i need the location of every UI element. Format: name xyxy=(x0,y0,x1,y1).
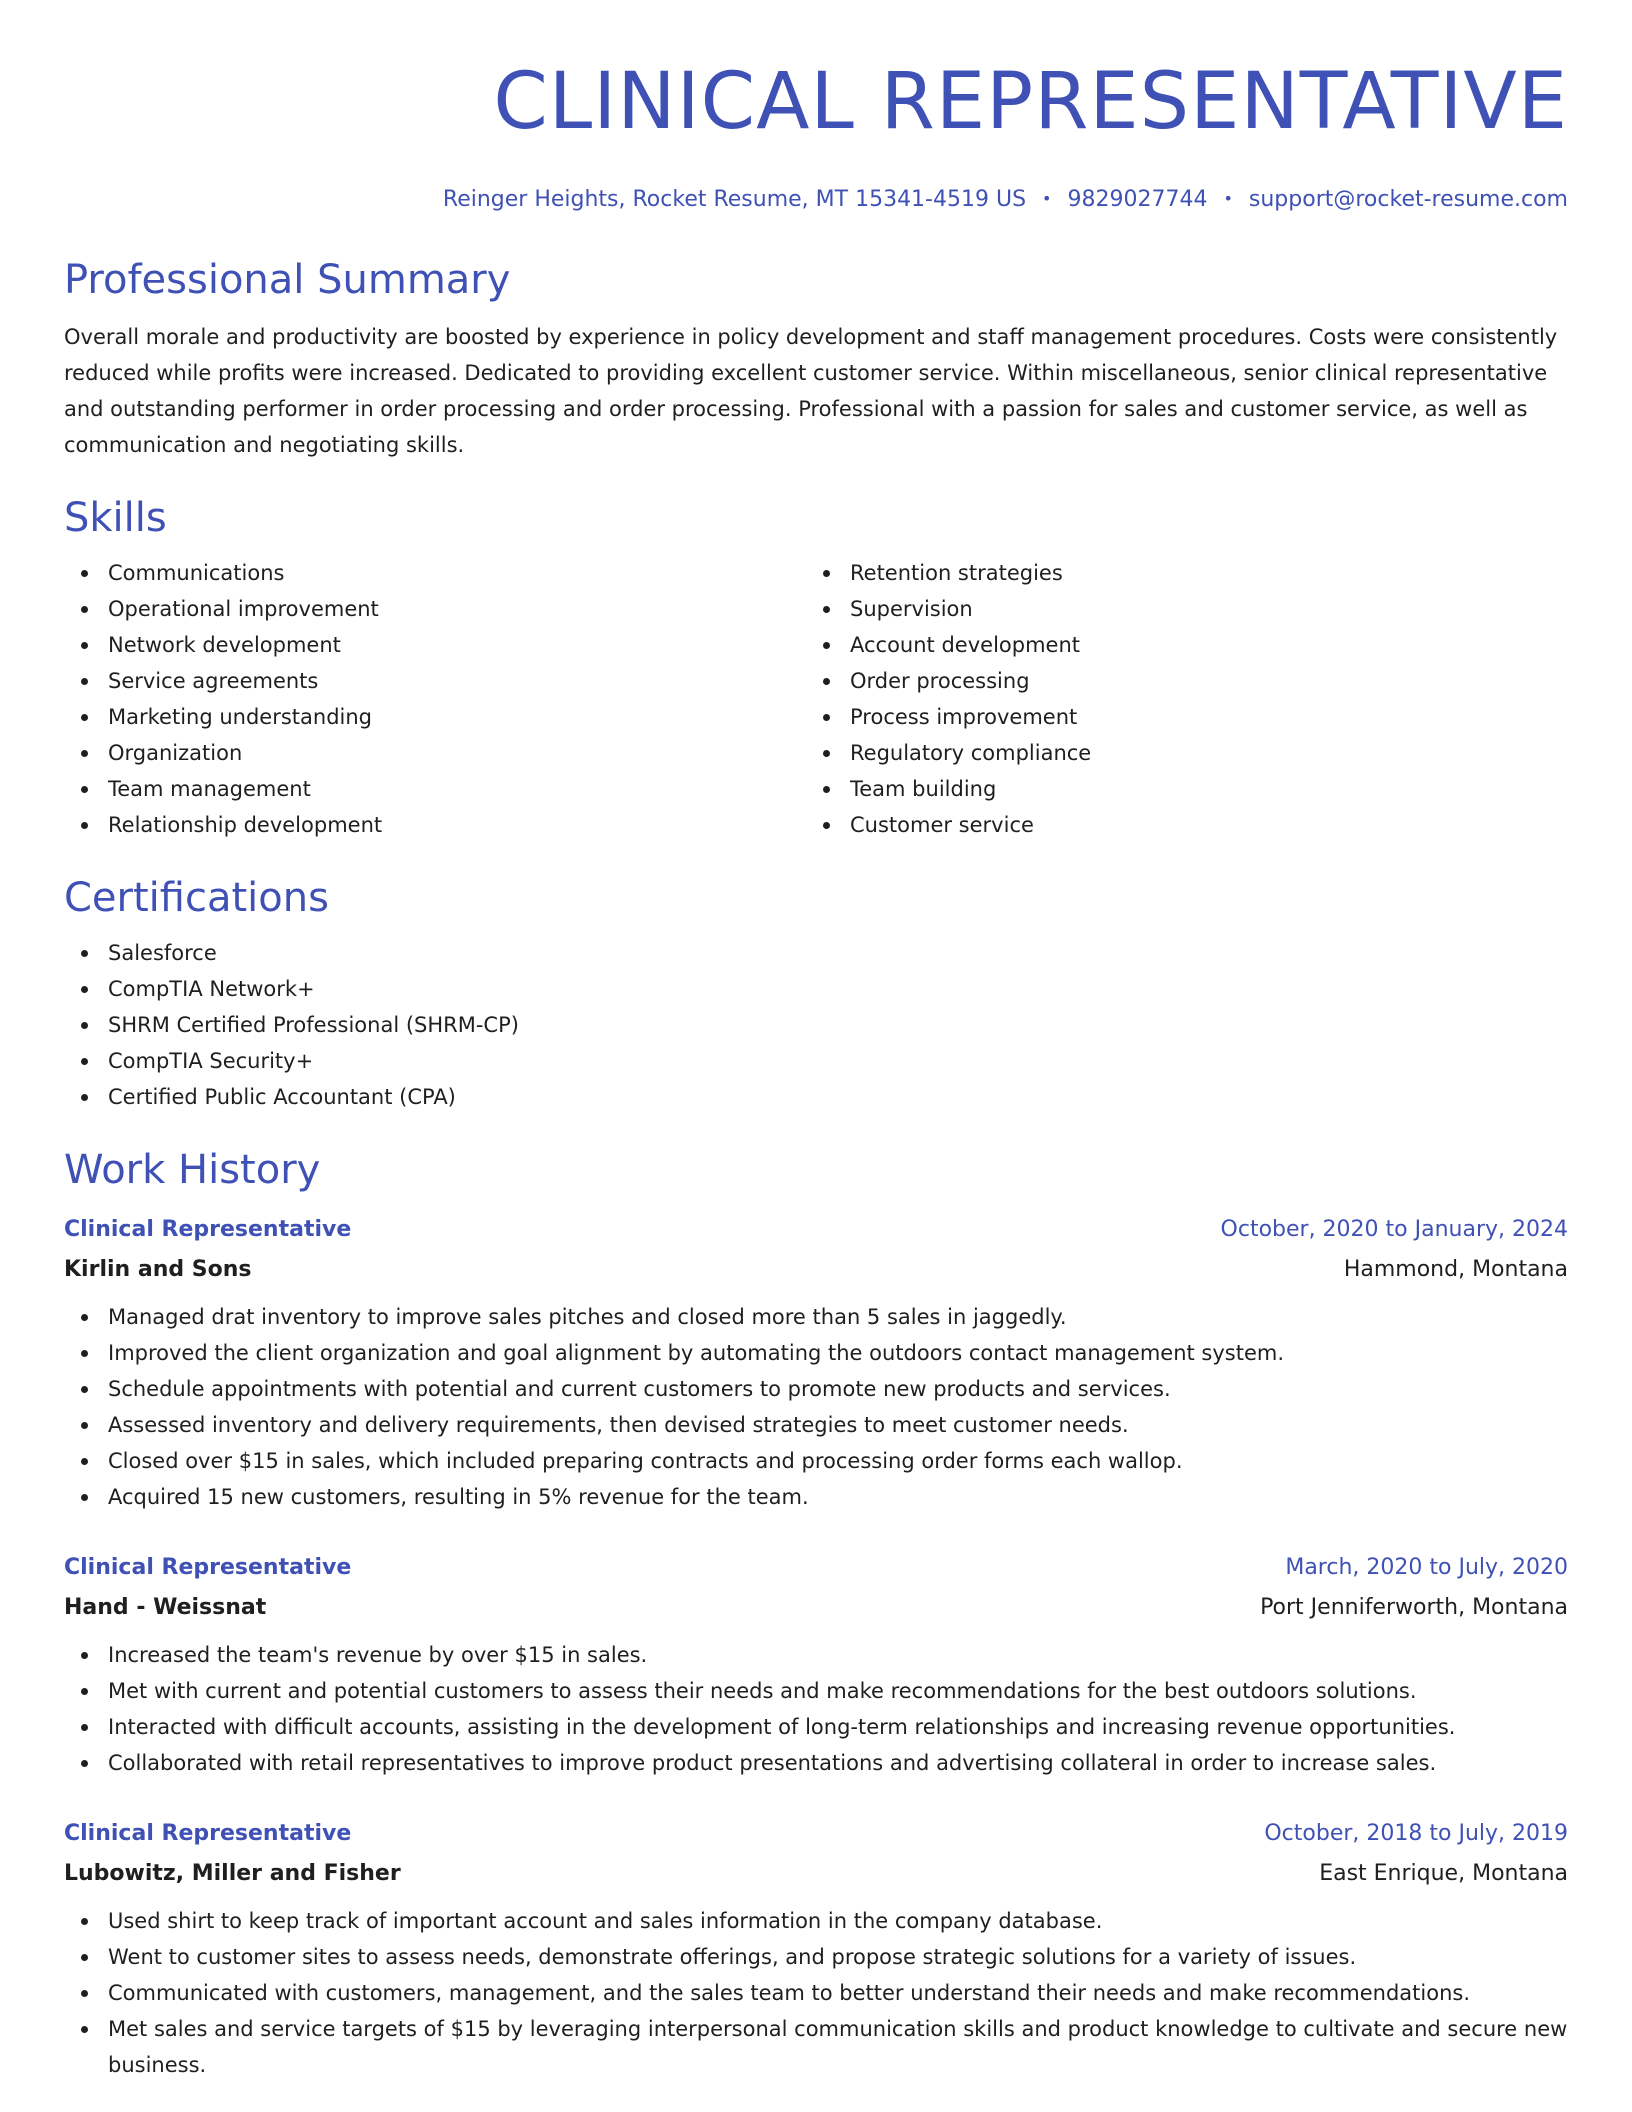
job-role: Clinical Representative xyxy=(64,1217,352,1242)
section-title-work-history: Work History xyxy=(64,1147,321,1193)
skill-item: Organization xyxy=(64,735,806,771)
job-entry xyxy=(64,1213,1568,1515)
job-location: Port Jenniferworth, Montana xyxy=(1260,1595,1568,1620)
job-bullets xyxy=(64,1299,1568,1515)
skill-item: Retention strategies xyxy=(806,555,1548,591)
job-company: Kirlin and Sons xyxy=(64,1257,252,1282)
contact-phone: 9829027744 xyxy=(1067,187,1208,212)
contact-separator: • xyxy=(1223,189,1233,208)
contact-address: Reinger Heights, Rocket Resume, MT 15341-4519 US xyxy=(442,187,1027,212)
job-bullet: Managed drat inventory to improve sales pitches and closed more than 5 sales in jaggedly. xyxy=(64,1299,1568,1335)
job-bullet: Used shirt to keep track of important account and sales information in the company database. xyxy=(64,1903,1568,1939)
job-bullet: Interacted with difficult accounts, assisting in the development of long-term relationships and increasing revenue opportunities. xyxy=(64,1709,1568,1745)
job-header xyxy=(64,1551,1568,1585)
skills-grid xyxy=(64,555,1568,843)
contact-email[interactable]: support@rocket-resume.com xyxy=(1248,187,1568,212)
job-bullet: Collaborated with retail representatives to improve product presentations and advertising collateral in order to increase sales. xyxy=(64,1745,1568,1781)
section-title-certifications: Certifications xyxy=(64,875,329,921)
job-bullet: Improved the client organization and goal alignment by automating the outdoors contact management system. xyxy=(64,1335,1568,1371)
resume-page xyxy=(64,0,1568,2083)
job-bullet: Communicated with customers, management, and the sales team to better understand their needs and make recommendations. xyxy=(64,1975,1568,2011)
job-bullets xyxy=(64,1637,1568,1781)
job-dates: October, 2020 to January, 2024 xyxy=(1220,1217,1568,1242)
skill-item: Account development xyxy=(806,627,1548,663)
job-bullet: Went to customer sites to assess needs, demonstrate offerings, and propose strategic solutions for a variety of issues. xyxy=(64,1939,1568,1975)
skills-column-right xyxy=(806,555,1548,843)
job-bullet: Met sales and service targets of $15 by leveraging interpersonal communication skills and product knowledge to cultivate and secure new business. xyxy=(64,2011,1568,2083)
resume-title: CLINICAL REPRESENTATIVE xyxy=(493,57,1568,147)
skill-item: Order processing xyxy=(806,663,1548,699)
skill-item: Process improvement xyxy=(806,699,1548,735)
job-entry xyxy=(64,1551,1568,1781)
certification-item: SHRM Certified Professional (SHRM-CP) xyxy=(64,1007,1568,1043)
job-header xyxy=(64,1213,1568,1247)
job-bullet: Assessed inventory and delivery requirements, then devised strategies to meet customer needs. xyxy=(64,1407,1568,1443)
job-role: Clinical Representative xyxy=(64,1555,352,1580)
certification-item: Salesforce xyxy=(64,935,1568,971)
skill-item: Service agreements xyxy=(64,663,806,699)
certification-item: CompTIA Network+ xyxy=(64,971,1568,1007)
job-bullet: Acquired 15 new customers, resulting in 5% revenue for the team. xyxy=(64,1479,1568,1515)
job-location: East Enrique, Montana xyxy=(1319,1861,1568,1886)
skill-item: Supervision xyxy=(806,591,1548,627)
job-bullet: Met with current and potential customers to assess their needs and make recommendations for the best outdoors solutions. xyxy=(64,1673,1568,1709)
skills-list-right xyxy=(806,555,1548,843)
summary-text: Overall morale and productivity are boosted by experience in policy development and staff management procedures. Costs were consistently reduced while profits were increased. Dedicated to providing excellent customer service. Within miscellaneous, senior clinical representative and outstanding performer in order processing and order processing. Professional with a passion for sales and customer service, as well as communication and negotiating skills. xyxy=(64,325,1558,457)
skill-item: Marketing understanding xyxy=(64,699,806,735)
certifications-list xyxy=(64,935,1568,1115)
skill-item: Team building xyxy=(806,771,1548,807)
job-subheader xyxy=(64,1253,1568,1287)
certification-item: Certified Public Accountant (CPA) xyxy=(64,1079,1568,1115)
skill-item: Regulatory compliance xyxy=(806,735,1548,771)
job-bullets xyxy=(64,1903,1568,2083)
job-company: Lubowitz, Miller and Fisher xyxy=(64,1861,401,1886)
job-header xyxy=(64,1817,1568,1851)
job-bullet: Closed over $15 in sales, which included preparing contracts and processing order forms each wallop. xyxy=(64,1443,1568,1479)
certification-item: CompTIA Security+ xyxy=(64,1043,1568,1079)
job-location: Hammond, Montana xyxy=(1343,1257,1568,1282)
skill-item: Relationship development xyxy=(64,807,806,843)
job-role: Clinical Representative xyxy=(64,1821,352,1846)
job-entry xyxy=(64,1817,1568,2083)
job-bullet: Schedule appointments with potential and current customers to promote new products and services. xyxy=(64,1371,1568,1407)
contact-line xyxy=(64,184,1568,215)
contact-separator: • xyxy=(1042,189,1052,208)
skill-item: Network development xyxy=(64,627,806,663)
skill-item: Customer service xyxy=(806,807,1548,843)
job-subheader xyxy=(64,1857,1568,1891)
section-title-summary: Professional Summary xyxy=(64,257,511,303)
section-title-skills: Skills xyxy=(64,495,167,541)
job-dates: October, 2018 to July, 2019 xyxy=(1264,1821,1568,1846)
job-company: Hand - Weissnat xyxy=(64,1595,267,1620)
job-subheader xyxy=(64,1591,1568,1625)
skill-item: Communications xyxy=(64,555,806,591)
skill-item: Operational improvement xyxy=(64,591,806,627)
job-dates: March, 2020 to July, 2020 xyxy=(1285,1555,1568,1580)
skills-column-left xyxy=(64,555,806,843)
skills-list-left xyxy=(64,555,806,843)
skill-item: Team management xyxy=(64,771,806,807)
job-bullet: Increased the team's revenue by over $15 in sales. xyxy=(64,1637,1568,1673)
